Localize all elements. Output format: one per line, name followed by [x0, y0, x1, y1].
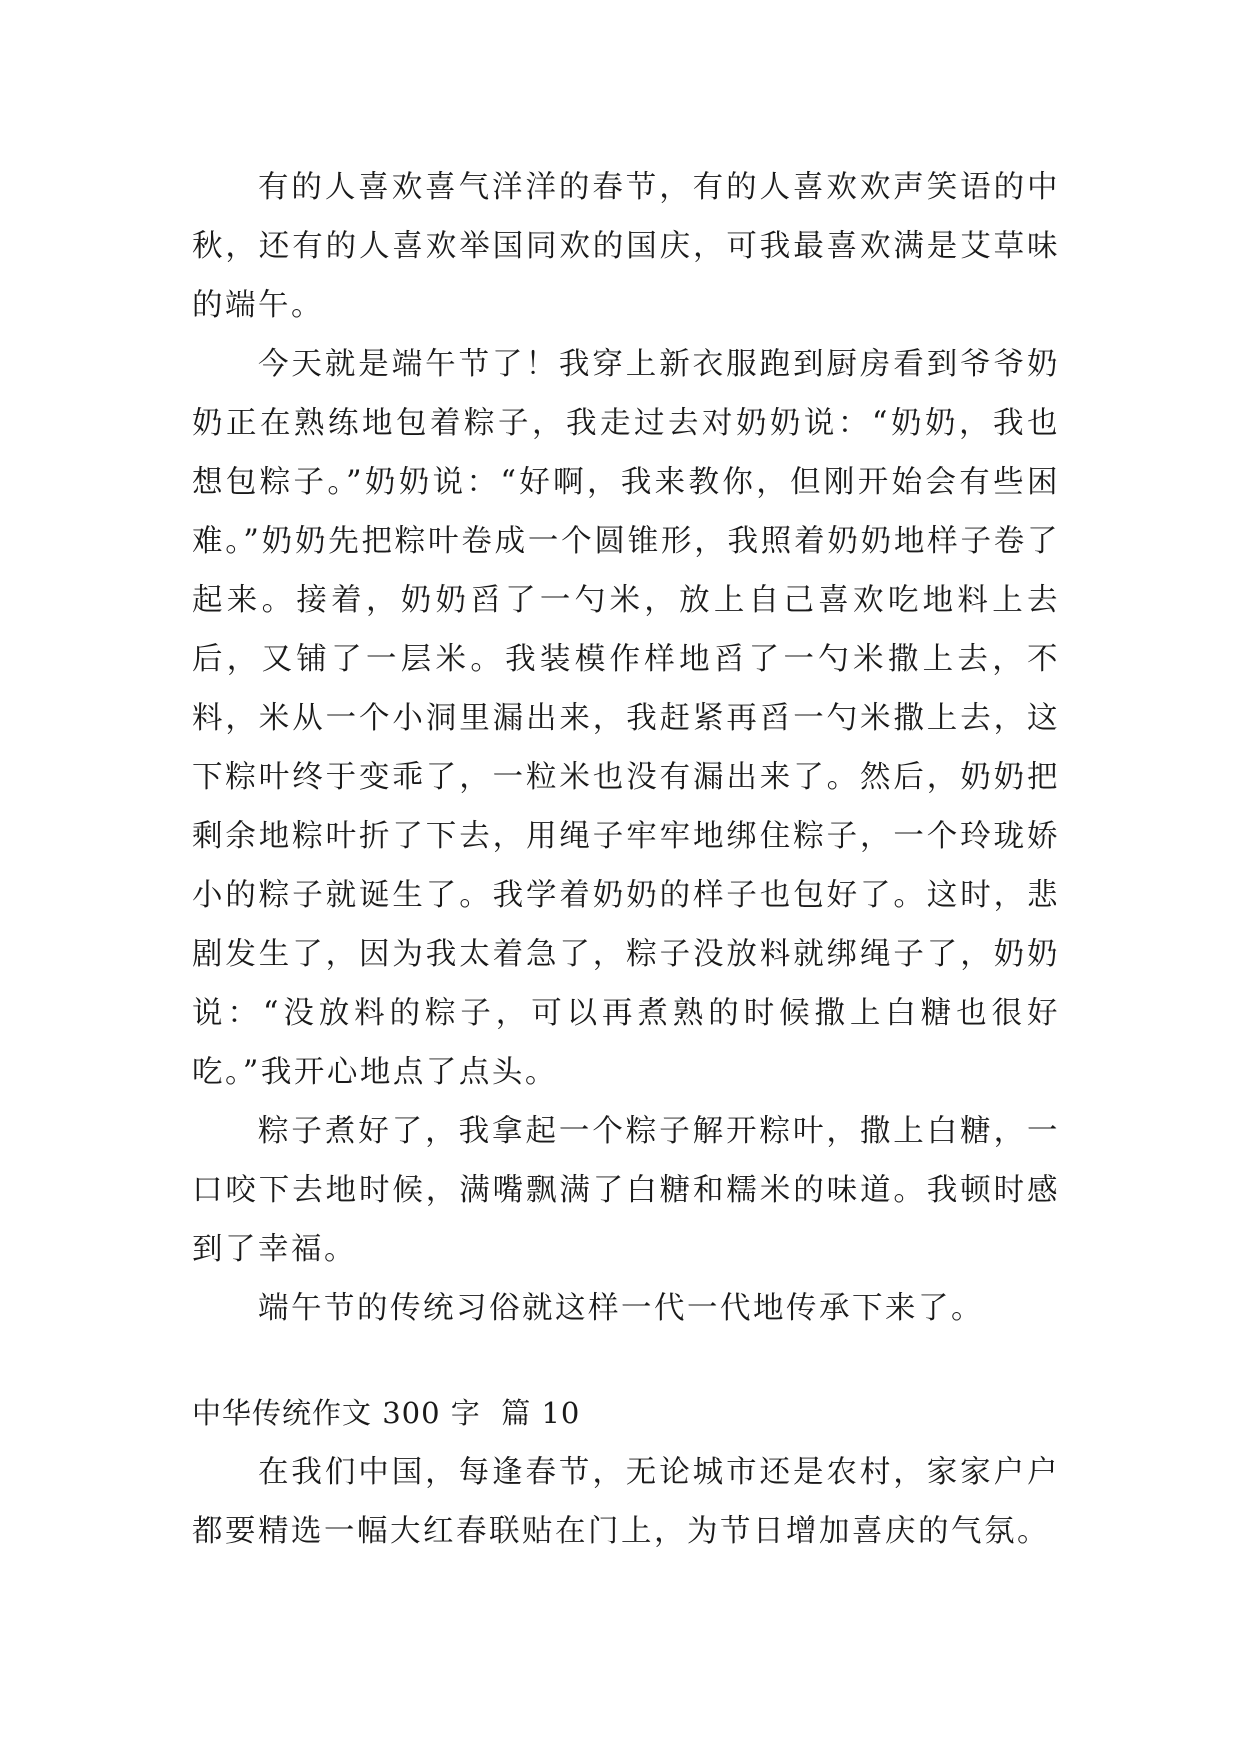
essay-paragraph-5: 在我们中国，每逢春节，无论城市还是农村，家家户户都要精选一幅大红春联贴在门上，为节日增加喜庆的气氛。 [192, 1455, 1060, 1549]
essay-paragraph-2: 今天就是端午节了！我穿上新衣服跑到厨房看到爷爷奶奶正在熟练地包着粽子，我走过去对奶奶说：“奶奶，我也想包粽子。”奶奶说：“好啊，我来教你，但刚开始会有些困难。”奶奶先把粽叶卷成一个圆锥形，我照着奶奶地样子卷了起来。接着，奶奶舀了一勺米，放上自己喜欢吃地料上去后，又铺了一层米。我装模作样地舀了一勺米撒上去，不料，米从一个小洞里漏出来，我赶紧再舀一勺米撒上去，这下粽叶终于变乖了，一粒米也没有漏出来了。然后，奶奶把剩余地粽叶折了下去，用绳子牢牢地绑住粽子，一个玲珑娇小的粽子就诞生了。我学着奶奶的样子也包好了。这时，悲剧发生了，因为我太着急了，粽子没放料就绑绳子了，奶奶说：“没放料的粽子，可以再煮熟的时候撒上白糖也很好吃。”我开心地点了点头。 [192, 347, 1060, 1090]
section-heading: 中华传统作文 300 字 篇 10 [192, 1396, 581, 1430]
essay-paragraph-3: 粽子煮好了，我拿起一个粽子解开粽叶，撒上白糖，一口咬下去地时候，满嘴飘满了白糖和糯米的味道。我顿时感到了幸福。 [192, 1114, 1060, 1267]
essay-paragraph-4: 端午节的传统习俗就这样一代一代地传承下来了。 [258, 1291, 984, 1326]
essay-paragraph-1: 有的人喜欢喜气洋洋的春节，有的人喜欢欢声笑语的中秋，还有的人喜欢举国同欢的国庆，可我最喜欢满是艾草味的端午。 [192, 170, 1060, 323]
document-page [192, 158, 1060, 1561]
